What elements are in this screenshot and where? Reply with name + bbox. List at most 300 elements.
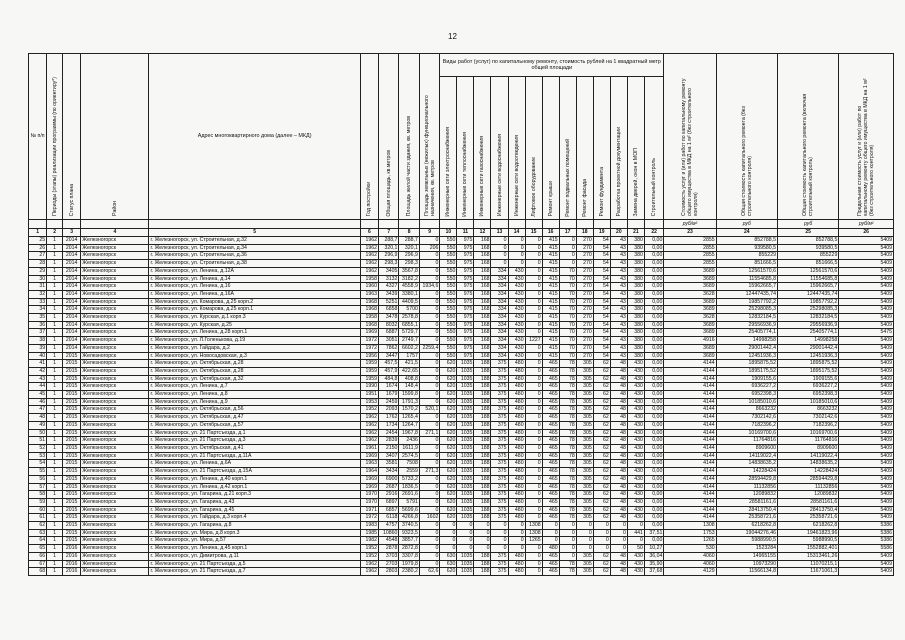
table-cell: 270 bbox=[576, 306, 593, 314]
table-cell: 168 bbox=[474, 306, 491, 314]
table-cell: 14838635,2 bbox=[716, 460, 777, 468]
header-work-heating: Инженерные сети теплоснабжения bbox=[457, 77, 474, 220]
table-cell: 0,00 bbox=[644, 244, 663, 252]
table-cell: 2014 bbox=[63, 314, 81, 322]
header-work-sewer: Инженерные сети водоотведения bbox=[508, 77, 525, 220]
table-cell: 465 bbox=[542, 383, 559, 391]
table-cell: 550 bbox=[440, 290, 457, 298]
table-cell: 0,00 bbox=[644, 329, 663, 337]
table-cell: 15313461,26 bbox=[777, 552, 838, 560]
table-cell: 0 bbox=[610, 522, 627, 530]
table-cell: 28413750,4 bbox=[777, 506, 838, 514]
table-cell: 0,00 bbox=[644, 437, 663, 445]
table-cell: 1035 bbox=[457, 375, 474, 383]
table-cell: 2749,7 bbox=[399, 337, 419, 345]
table-cell: 0 bbox=[419, 522, 439, 530]
table-cell: 6858 bbox=[378, 306, 398, 314]
table-cell: 78 bbox=[559, 391, 576, 399]
table-cell: 2015 bbox=[63, 398, 81, 406]
table-cell: 465 bbox=[542, 360, 559, 368]
table-cell: 0,00 bbox=[644, 360, 663, 368]
table-cell: 0 bbox=[419, 391, 439, 399]
table-cell: 305 bbox=[576, 406, 593, 414]
table-cell: 1035 bbox=[457, 460, 474, 468]
table-cell: 2839 bbox=[378, 437, 398, 445]
table-cell: 430 bbox=[627, 375, 644, 383]
table-cell: 1308 bbox=[525, 529, 542, 537]
table-cell: 0 bbox=[508, 244, 525, 252]
table-cell: 8663232 bbox=[777, 406, 838, 414]
address-cell: г. Железногорск, ул. Ленина, д.14 bbox=[149, 275, 360, 283]
table-cell: 0 bbox=[457, 537, 474, 545]
table-cell: 4144 bbox=[664, 421, 716, 429]
table-cell: 375 bbox=[491, 398, 508, 406]
table-cell: 2015 bbox=[63, 391, 81, 399]
table-cell: 480 bbox=[508, 437, 525, 445]
table-cell: 939580,5 bbox=[716, 244, 777, 252]
table-cell: 1227 bbox=[525, 337, 542, 345]
table-cell: 0 bbox=[593, 545, 610, 553]
table-cell: 375 bbox=[491, 475, 508, 483]
table-cell: 375 bbox=[491, 468, 508, 476]
table-cell: 1035 bbox=[457, 414, 474, 422]
table-cell: 465 bbox=[542, 398, 559, 406]
district-cell: Железногорск bbox=[81, 260, 149, 268]
table-cell: 48 bbox=[610, 475, 627, 483]
table-cell: 380 bbox=[627, 244, 644, 252]
table-cell: 48 bbox=[610, 514, 627, 522]
table-cell: 1035 bbox=[457, 506, 474, 514]
table-cell: 70 bbox=[559, 306, 576, 314]
table-cell: 1969 bbox=[360, 475, 378, 483]
table-cell: 620 bbox=[440, 498, 457, 506]
table-cell: 855229 bbox=[716, 252, 777, 260]
table-cell: 0 bbox=[419, 290, 439, 298]
address-cell: г. Железногорск, ул. Комарова, д.25 корп.1 bbox=[149, 306, 360, 314]
unit-cell bbox=[149, 220, 360, 229]
table-cell: 168 bbox=[474, 244, 491, 252]
district-cell: Железногорск bbox=[81, 522, 149, 530]
table-cell: 1951 bbox=[360, 391, 378, 399]
table-cell: 62 bbox=[593, 498, 610, 506]
table-cell: 305 bbox=[576, 506, 593, 514]
table-cell: 48 bbox=[610, 383, 627, 391]
table-cell: 1962 bbox=[360, 252, 378, 260]
table-cell: 270 bbox=[576, 337, 593, 345]
table-cell: 1962 bbox=[360, 421, 378, 429]
table-cell: 430 bbox=[508, 290, 525, 298]
table-cell: 975 bbox=[457, 329, 474, 337]
table-cell: 1895175,52 bbox=[716, 367, 777, 375]
address-cell: г. Железногорск, ул. Димитрова, д.11 bbox=[149, 552, 360, 560]
table-cell: 975 bbox=[457, 283, 474, 291]
table-cell: 5409 bbox=[839, 360, 894, 368]
table-cell: 520,1 bbox=[419, 406, 439, 414]
table-cell: 0 bbox=[419, 460, 439, 468]
table-cell: 375 bbox=[491, 414, 508, 422]
district-cell: Железногорск bbox=[81, 398, 149, 406]
table-cell: 480 bbox=[508, 375, 525, 383]
table-cell: 0,00 bbox=[644, 337, 663, 345]
table-cell: 975 bbox=[457, 337, 474, 345]
address-cell: г. Железногорск, ул. Ленина, д.45 корп.1 bbox=[149, 545, 360, 553]
table-cell: 70 bbox=[559, 298, 576, 306]
table-cell: 6857 bbox=[378, 506, 398, 514]
table-cell: 28 bbox=[29, 260, 47, 268]
table-cell: 4144 bbox=[664, 498, 716, 506]
table-cell: 3439 bbox=[378, 290, 398, 298]
address-cell: г. Железногорск, ул. Октябрьская, д.57 bbox=[149, 421, 360, 429]
table-cell: 7862 bbox=[378, 344, 398, 352]
table-cell: 78 bbox=[559, 514, 576, 522]
table-cell: 44 bbox=[29, 383, 47, 391]
table-cell: 1035 bbox=[457, 444, 474, 452]
header-living-area: Площадь жилой части здания, кв. метров bbox=[399, 54, 419, 220]
table-cell: 2015 bbox=[63, 460, 81, 468]
table-cell: 25358721,6 bbox=[716, 514, 777, 522]
table-cell: 5699,6 bbox=[399, 506, 419, 514]
table-cell: 2150 bbox=[378, 444, 398, 452]
address-cell: г. Железногорск, ул. Октябрьская, д.28 bbox=[149, 360, 360, 368]
table-cell: 1895175,52 bbox=[777, 367, 838, 375]
table-cell: 3740,5 bbox=[399, 522, 419, 530]
column-index-cell: 6 bbox=[360, 229, 378, 237]
table-cell: 620 bbox=[440, 444, 457, 452]
table-cell: 62 bbox=[593, 391, 610, 399]
table-cell: 19044276,46 bbox=[716, 529, 777, 537]
table-cell: 5409 bbox=[839, 414, 894, 422]
table-cell: 1035 bbox=[457, 514, 474, 522]
table-cell: 4144 bbox=[664, 491, 716, 499]
table-cell: 415 bbox=[542, 314, 559, 322]
table-cell: 2703 bbox=[378, 560, 398, 568]
table-cell: 334 bbox=[491, 275, 508, 283]
table-cell: 0 bbox=[419, 537, 439, 545]
table-cell: 305 bbox=[576, 491, 593, 499]
table-cell: 380 bbox=[627, 290, 644, 298]
table-cell: 78 bbox=[559, 491, 576, 499]
table-cell: 0 bbox=[559, 522, 576, 530]
table-cell: 975 bbox=[457, 252, 474, 260]
table-row bbox=[29, 452, 894, 460]
table-cell: 620 bbox=[440, 452, 457, 460]
table-cell: 14119022,4 bbox=[716, 452, 777, 460]
table-cell: 0 bbox=[627, 537, 644, 545]
table-cell: 305 bbox=[576, 460, 593, 468]
table-cell: 1952 bbox=[360, 545, 378, 553]
table-cell: 550 bbox=[440, 260, 457, 268]
table-cell: 430 bbox=[508, 306, 525, 314]
table-cell: 9323,5 bbox=[399, 529, 419, 537]
table-cell: 39 bbox=[29, 344, 47, 352]
table-cell: 2014 bbox=[63, 283, 81, 291]
table-cell: 6218262,8 bbox=[716, 522, 777, 530]
table-cell: 465 bbox=[542, 483, 559, 491]
table-cell: 430 bbox=[627, 506, 644, 514]
table-cell: 5409 bbox=[839, 344, 894, 352]
table-cell: 78 bbox=[559, 421, 576, 429]
table-cell: 36,04 bbox=[644, 552, 663, 560]
column-index-cell: 16 bbox=[542, 229, 559, 237]
table-cell: 7182396,2 bbox=[777, 421, 838, 429]
table-cell: 620 bbox=[440, 375, 457, 383]
table-cell: 53 bbox=[29, 452, 47, 460]
column-index-cell: 21 bbox=[627, 229, 644, 237]
table-cell: 43 bbox=[610, 260, 627, 268]
district-cell: Железногорск bbox=[81, 475, 149, 483]
table-cell: 0 bbox=[419, 260, 439, 268]
table-cell: 0,00 bbox=[644, 237, 663, 245]
table-cell: 0,00 bbox=[644, 514, 663, 522]
table-cell: 5409 bbox=[839, 267, 894, 275]
district-cell: Железногорск bbox=[81, 352, 149, 360]
table-cell: 1 bbox=[47, 344, 63, 352]
address-cell: г. Железногорск, ул. Новосадовская, д.3 bbox=[149, 352, 360, 360]
table-cell: 305 bbox=[576, 375, 593, 383]
table-cell: 975 bbox=[457, 352, 474, 360]
table-cell: 62 bbox=[593, 375, 610, 383]
table-cell: 550 bbox=[440, 321, 457, 329]
table-cell: 465 bbox=[542, 552, 559, 560]
table-cell: 1035 bbox=[457, 475, 474, 483]
table-cell: 334 bbox=[491, 283, 508, 291]
table-cell: 188 bbox=[474, 560, 491, 568]
table-cell: 62 bbox=[593, 437, 610, 445]
header-status: Статус плана bbox=[63, 54, 81, 220]
table-cell: 1 bbox=[47, 498, 63, 506]
table-row bbox=[29, 383, 894, 391]
table-cell: 8909600 bbox=[777, 444, 838, 452]
table-cell: 465 bbox=[542, 506, 559, 514]
table-cell: 1 bbox=[47, 398, 63, 406]
table-cell: 48 bbox=[610, 398, 627, 406]
table-cell: 430 bbox=[508, 314, 525, 322]
table-cell: 6936227,2 bbox=[716, 383, 777, 391]
table-cell: 375 bbox=[491, 568, 508, 576]
table-cell: 41 bbox=[29, 360, 47, 368]
table-cell: 2014 bbox=[63, 244, 81, 252]
table-cell: 270 bbox=[576, 329, 593, 337]
table-cell: 0,00 bbox=[644, 483, 663, 491]
table-cell: 0 bbox=[508, 260, 525, 268]
district-cell: Железногорск bbox=[81, 568, 149, 576]
table-cell: 70 bbox=[559, 314, 576, 322]
column-index-cell: 10 bbox=[440, 229, 457, 237]
table-cell: 430 bbox=[627, 552, 644, 560]
table-cell: 288,7 bbox=[399, 237, 419, 245]
table-cell: 0 bbox=[525, 483, 542, 491]
table-cell: 305 bbox=[576, 421, 593, 429]
district-cell: Железногорск bbox=[81, 314, 149, 322]
table-cell: 5409 bbox=[839, 452, 894, 460]
district-cell: Железногорск bbox=[81, 275, 149, 283]
table-cell: 4757 bbox=[378, 522, 398, 530]
table-cell: 408,8 bbox=[399, 375, 419, 383]
table-cell: 0 bbox=[491, 260, 508, 268]
table-cell: 4144 bbox=[664, 391, 716, 399]
table-cell: 43 bbox=[610, 352, 627, 360]
address-cell: г. Железногорск, ул. Строительная, д.32 bbox=[149, 237, 360, 245]
address-cell: г. Железногорск, ул. 21 Партсъезда, д.5 bbox=[149, 560, 360, 568]
table-cell: 0 bbox=[457, 545, 474, 553]
table-cell: 0 bbox=[508, 545, 525, 553]
table-cell: 0 bbox=[559, 529, 576, 537]
table-cell: 0,00 bbox=[644, 491, 663, 499]
table-cell: 48 bbox=[610, 437, 627, 445]
address-cell: г. Железногорск, ул. Мира, д.8 корп.3 bbox=[149, 529, 360, 537]
table-cell: 2855 bbox=[664, 237, 716, 245]
table-cell: 620 bbox=[440, 437, 457, 445]
table-cell: 1 bbox=[47, 437, 63, 445]
table-cell: 12832184,5 bbox=[777, 314, 838, 322]
table-cell: 4060 bbox=[664, 560, 716, 568]
table-row bbox=[29, 398, 894, 406]
unit-cell bbox=[542, 220, 559, 229]
table-cell: 2015 bbox=[63, 483, 81, 491]
table-cell: 1963 bbox=[360, 460, 378, 468]
table-cell: 851666,5 bbox=[716, 260, 777, 268]
table-cell: 0,00 bbox=[644, 321, 663, 329]
table-cell: 480 bbox=[508, 429, 525, 437]
table-cell: 0 bbox=[508, 237, 525, 245]
address-cell: г. Железногорск, ул. Курская, д.25 bbox=[149, 321, 360, 329]
table-cell: 0 bbox=[610, 537, 627, 545]
table-cell: 430 bbox=[627, 391, 644, 399]
table-cell: 430 bbox=[508, 344, 525, 352]
table-cell: 43 bbox=[610, 314, 627, 322]
table-cell: 465 bbox=[542, 468, 559, 476]
table-row bbox=[29, 506, 894, 514]
table-cell: 78 bbox=[559, 360, 576, 368]
table-row bbox=[29, 537, 894, 545]
table-cell: 28581161,6 bbox=[716, 498, 777, 506]
table-cell: 62 bbox=[593, 360, 610, 368]
unit-cell: руб/м² bbox=[839, 220, 894, 229]
table-cell: 380 bbox=[627, 314, 644, 322]
unit-cell bbox=[610, 220, 627, 229]
table-cell: 1 bbox=[47, 391, 63, 399]
table-cell: 78 bbox=[559, 468, 576, 476]
table-cell: 380 bbox=[627, 252, 644, 260]
table-cell: 8032 bbox=[378, 321, 398, 329]
table-cell: 0,00 bbox=[644, 421, 663, 429]
table-cell: 1035 bbox=[457, 468, 474, 476]
table-cell: 48 bbox=[610, 568, 627, 576]
column-index-cell: 25 bbox=[777, 229, 838, 237]
table-cell: 375 bbox=[491, 421, 508, 429]
table-cell: 375 bbox=[491, 498, 508, 506]
table-cell: 375 bbox=[491, 483, 508, 491]
table-cell: 375 bbox=[491, 444, 508, 452]
table-cell: 78 bbox=[559, 444, 576, 452]
table-cell: 430 bbox=[627, 460, 644, 468]
column-index-cell: 11 bbox=[457, 229, 474, 237]
table-cell: 188 bbox=[474, 367, 491, 375]
table-row bbox=[29, 391, 894, 399]
table-cell: 620 bbox=[440, 475, 457, 483]
table-row bbox=[29, 429, 894, 437]
table-cell: 430 bbox=[508, 283, 525, 291]
table-cell: 430 bbox=[627, 383, 644, 391]
table-cell: 1035 bbox=[457, 391, 474, 399]
table-cell: 14965155 bbox=[716, 552, 777, 560]
table-cell: 5409 bbox=[839, 444, 894, 452]
table-cell: 4327 bbox=[378, 283, 398, 291]
table-cell: 70 bbox=[559, 290, 576, 298]
table-cell: 480 bbox=[508, 498, 525, 506]
table-cell: 334 bbox=[491, 298, 508, 306]
table-cell: 0 bbox=[419, 421, 439, 429]
table-cell: 415 bbox=[542, 344, 559, 352]
table-cell: 480 bbox=[508, 360, 525, 368]
table-cell: 1 bbox=[47, 452, 63, 460]
table-cell: 1308 bbox=[664, 522, 716, 530]
table-cell: 78 bbox=[559, 437, 576, 445]
table-cell: 480 bbox=[508, 444, 525, 452]
district-cell: Железногорск bbox=[81, 414, 149, 422]
table-cell: 480 bbox=[508, 398, 525, 406]
table-cell: 6900 bbox=[378, 475, 398, 483]
table-cell: 1970 bbox=[360, 491, 378, 499]
table-cell: 305 bbox=[576, 429, 593, 437]
table-cell: 422,65 bbox=[399, 367, 419, 375]
table-cell: 0 bbox=[525, 252, 542, 260]
table-cell: 0 bbox=[525, 414, 542, 422]
table-cell: 0 bbox=[525, 267, 542, 275]
table-header bbox=[29, 54, 894, 237]
table-cell: 54 bbox=[593, 337, 610, 345]
column-index-cell: 20 bbox=[610, 229, 627, 237]
table-cell: 12561570,6 bbox=[716, 267, 777, 275]
table-cell: 1 bbox=[47, 406, 63, 414]
table-cell: 0,00 bbox=[644, 283, 663, 291]
table-cell: 5409 bbox=[839, 306, 894, 314]
table-cell: 0 bbox=[491, 244, 508, 252]
table-cell: 0 bbox=[593, 522, 610, 530]
table-cell: 480 bbox=[542, 545, 559, 553]
table-cell: 3689 bbox=[664, 275, 716, 283]
table-cell: 3478 bbox=[378, 314, 398, 322]
table-cell: 975 bbox=[457, 260, 474, 268]
table-cell: 3689 bbox=[664, 321, 716, 329]
table-cell: 5409 bbox=[839, 337, 894, 345]
table-cell: 430 bbox=[508, 267, 525, 275]
table-cell: 375 bbox=[491, 491, 508, 499]
table-cell: 32 bbox=[29, 290, 47, 298]
table-cell: 5586 bbox=[839, 545, 894, 553]
table-cell: 3434 bbox=[378, 468, 398, 476]
table-row bbox=[29, 252, 894, 260]
table-cell: 188 bbox=[474, 514, 491, 522]
table-cell: 43 bbox=[29, 375, 47, 383]
table-cell: 66 bbox=[29, 552, 47, 560]
column-index-cell: 3 bbox=[63, 229, 81, 237]
table-cell: 28594429,8 bbox=[777, 475, 838, 483]
table-cell: 380 bbox=[627, 352, 644, 360]
table-cell: 0,00 bbox=[644, 352, 663, 360]
table-cell: 188 bbox=[474, 483, 491, 491]
table-cell: 1599,8 bbox=[399, 391, 419, 399]
table-cell: 0 bbox=[525, 283, 542, 291]
table-row bbox=[29, 267, 894, 275]
table-cell: 415 bbox=[542, 275, 559, 283]
table-cell: 0 bbox=[576, 537, 593, 545]
table-cell: 70 bbox=[559, 344, 576, 352]
table-cell: 1962 bbox=[360, 568, 378, 576]
table-cell: 2014 bbox=[63, 252, 81, 260]
table-cell: 2014 bbox=[63, 298, 81, 306]
table-cell: 1 bbox=[47, 252, 63, 260]
